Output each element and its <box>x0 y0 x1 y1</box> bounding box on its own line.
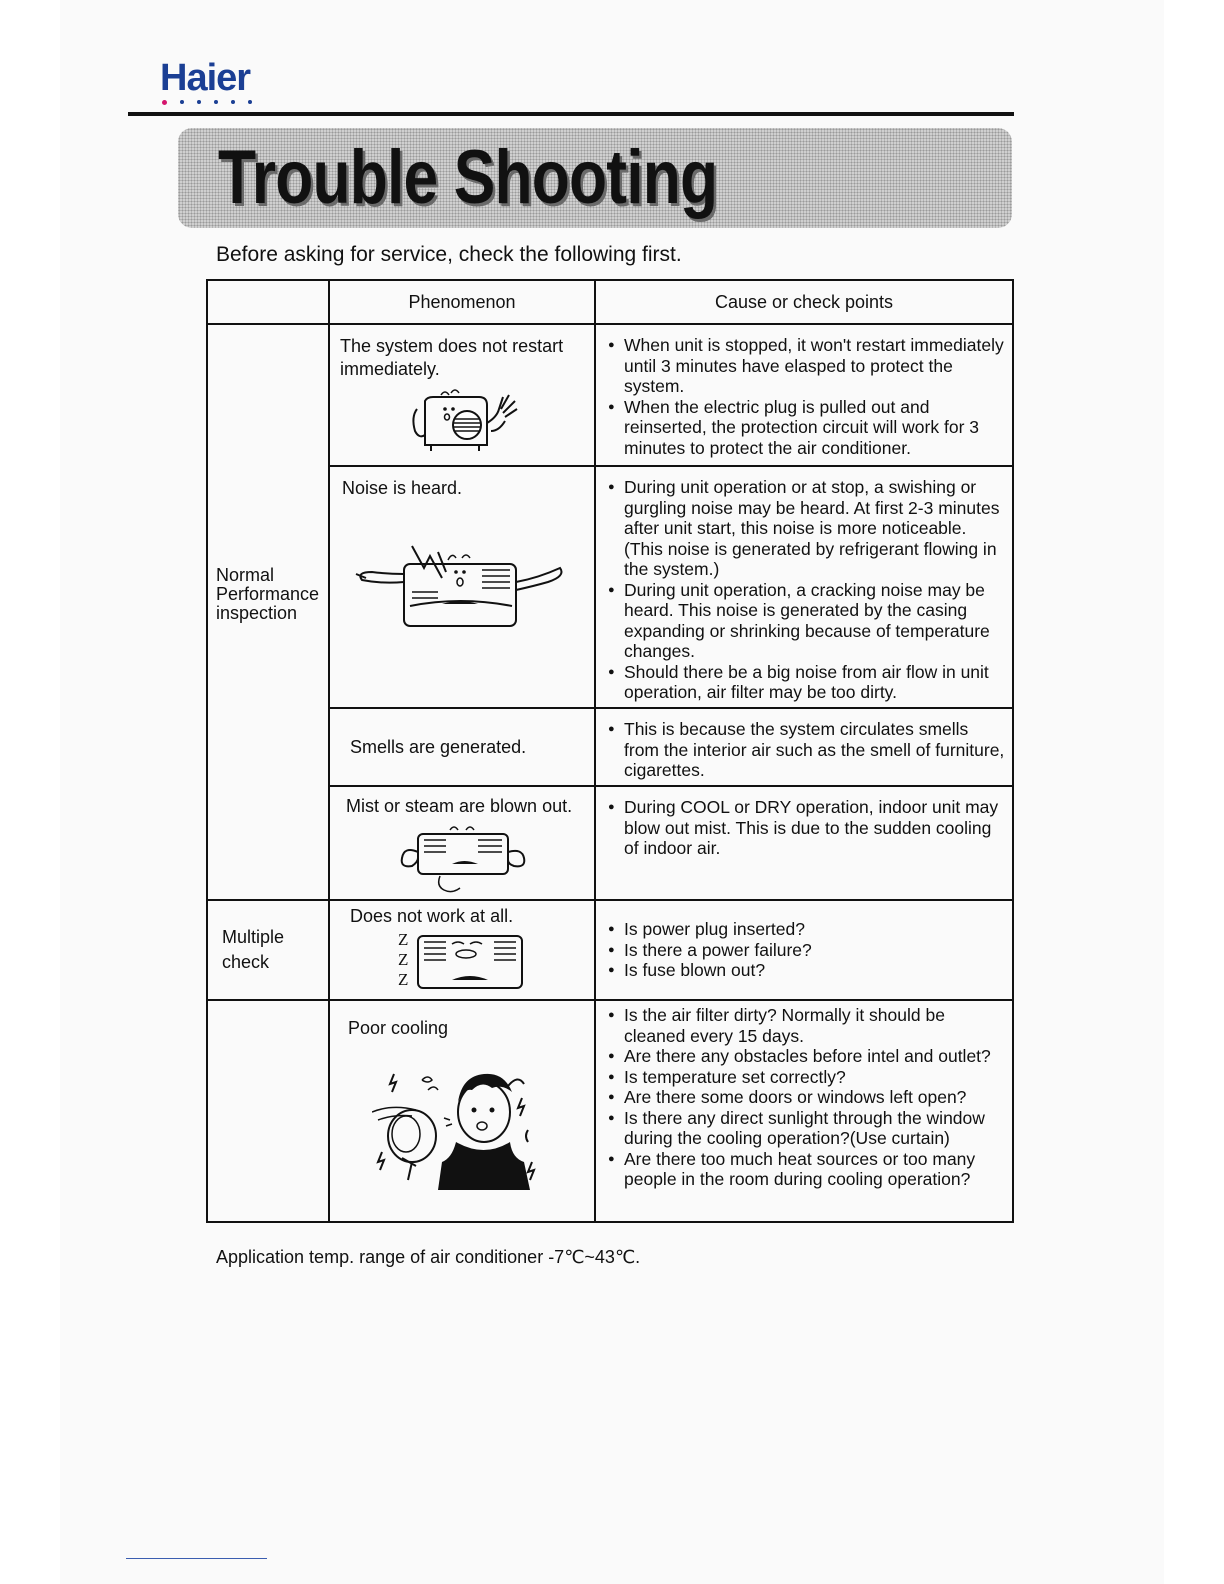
cause-item: ● Are there some doors or windows left open? <box>608 1087 1006 1108</box>
table-row <box>207 324 1013 466</box>
cause-item: ● Is there a power failure? <box>608 940 1006 961</box>
title-banner <box>178 128 1012 228</box>
zzz-letter: Z <box>398 950 409 969</box>
cause-list <box>596 919 1012 981</box>
category-label: Multiple check <box>222 927 285 972</box>
logo-text: Haier <box>160 57 251 99</box>
logo-dots <box>160 100 252 105</box>
cause-list <box>596 467 1012 703</box>
cause-item: ● Is there any direct sunlight through the window during the cooling operation?(Use curtain) <box>608 1108 1006 1149</box>
cause-cell <box>595 324 1013 466</box>
cause-list <box>596 325 1012 458</box>
intro-text: Before asking for service, check the following first. <box>216 243 682 266</box>
phenomenon-cell <box>329 1000 595 1222</box>
cause-cell <box>595 786 1013 900</box>
cause-item: ● Is power plug inserted? <box>608 919 1006 940</box>
category-multiple <box>207 900 329 1000</box>
sleeping-unit-figure <box>398 930 538 994</box>
phenomenon-cell <box>329 324 595 466</box>
cause-cell <box>595 708 1013 786</box>
category-label: Normal Performance inspection <box>216 564 320 623</box>
page-title: Trouble Shooting <box>218 135 718 220</box>
unit-waving-icon <box>387 387 537 457</box>
phenomenon-cell <box>329 786 595 900</box>
phenomenon-text: Mist or steam are blown out. <box>346 796 573 816</box>
cause-item: ● Should there be a big noise from air flow in unit operation, air filter may be too dirty. <box>608 662 1006 703</box>
cause-list <box>596 709 1012 781</box>
header-phenomenon: Phenomenon <box>329 280 595 324</box>
zzz-letter: Z <box>398 930 409 949</box>
bottom-rule <box>126 1558 267 1559</box>
zzz-marks <box>398 930 412 990</box>
cause-cell <box>595 900 1013 1000</box>
cause-item: ● During unit operation, a cracking noise may be heard. This noise is generated by the casing expanding or shrinking because of temperature changes. <box>608 580 1006 662</box>
unit-sleeping-icon <box>416 930 526 990</box>
cause-list <box>596 787 1012 859</box>
phenomenon-cell <box>329 900 595 1000</box>
troubleshooting-table <box>206 279 1014 1223</box>
unit-noise-icon <box>352 544 572 644</box>
zzz-letter: Z <box>398 970 409 989</box>
category-empty <box>207 1000 329 1222</box>
header-rule <box>128 112 1014 116</box>
table-header-row <box>207 280 1013 324</box>
hot-person-fan-icon <box>372 1062 552 1192</box>
cause-item: ● Are there any obstacles before intel and outlet? <box>608 1046 1006 1067</box>
phenomenon-text: Poor cooling <box>348 1018 449 1038</box>
cause-item: ● When the electric plug is pulled out and reinserted, the protection circuit will work for 3 minutes to protect the air conditioner. <box>608 397 1006 459</box>
phenomenon-cell <box>329 708 595 786</box>
header-cause: Cause or check points <box>595 280 1013 324</box>
phenomenon-cell <box>329 466 595 708</box>
cause-list <box>596 1001 1012 1190</box>
cause-item: ● During COOL or DRY operation, indoor unit may blow out mist. This is due to the sudden cooling of indoor air. <box>608 797 1006 859</box>
footnote: Application temp. range of air conditioner -7℃~43℃. <box>216 1247 641 1267</box>
cause-item: ● Are there too much heat sources or too many people in the room during cooling operation? <box>608 1149 1006 1190</box>
cause-item: ● Is fuse blown out? <box>608 960 1006 981</box>
cause-cell <box>595 1000 1013 1222</box>
cause-item: ● Is the air filter dirty? Normally it should be cleaned every 15 days. <box>608 1005 1006 1046</box>
haier-logo <box>160 58 252 105</box>
phenomenon-text: The system does not restart immediately. <box>340 336 564 379</box>
phenomenon-text: Noise is heard. <box>342 478 463 498</box>
cause-item: ● During unit operation or at stop, a swishing or gurgling noise may be heard. At first 2-3 minutes after unit start, this noise is more noticeable. (This noise is generated by refrigerant flowing in the system.) <box>608 477 1006 580</box>
table-row <box>207 900 1013 1000</box>
category-normal <box>207 324 329 900</box>
cause-item: ● When unit is stopped, it won't restart immediately until 3 minutes have elasped to protect the system. <box>608 335 1006 397</box>
cause-item: ● This is because the system circulates smells from the interior air such as the smell of furniture, cigarettes. <box>608 719 1006 781</box>
cause-cell <box>595 466 1013 708</box>
unit-mist-icon <box>382 824 542 898</box>
header-category <box>207 280 329 324</box>
cause-item: ● Is temperature set correctly? <box>608 1067 1006 1088</box>
table-row <box>207 1000 1013 1222</box>
phenomenon-text: Smells are generated. <box>350 736 527 757</box>
phenomenon-text: Does not work at all. <box>350 906 514 926</box>
